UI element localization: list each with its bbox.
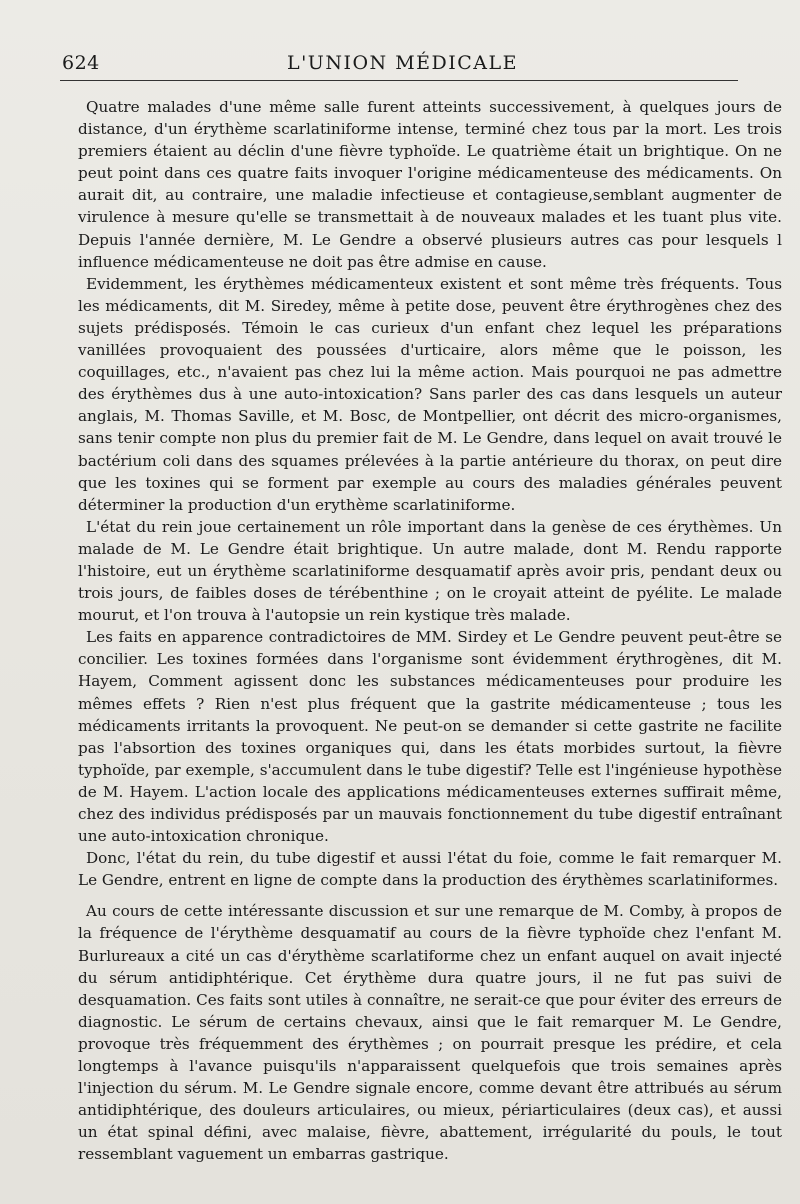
page-header (60, 48, 745, 78)
running-title: L'UNION MÉDICALE (286, 52, 519, 74)
article-body (78, 96, 782, 1166)
page-number: 624 (62, 52, 100, 74)
paragraph: Donc, l'état du rein, du tube digestif et aussi l'état du foie, comme le fait remarquer M. Le Gendre, entrent en ligne de compte dans la production des érythèmes scarlatiniformes. (78, 849, 782, 890)
header-rule (60, 80, 738, 81)
paragraph: Quatre malades d'une même salle furent atteints successivement, à quelques jours de distance, d'un érythème scarlatiniforme intense, terminé chez tous par la mort. Les trois premiers étaient au déclin d'une fièvre typhoïde. Le quatrième était un brightique. On ne peut point dans ces quatre faits invoquer l'origine médicamenteuse des médicaments. On aurait dit, au contraire, une maladie infectieuse et contagieuse,semblant augmenter de virulence à mesure qu'elle se transmettait à de nouveaux malades et les tuant plus vite. Depuis l'année dernière, M. Le Gendre a observé plusieurs autres cas pour lesquels l influence médicamenteuse ne doit pas être admise en cause. (78, 98, 782, 271)
paragraph: Les faits en apparence contradictoires de MM. Sirdey et Le Gendre peuvent peut-être se concilier. Les toxines formées dans l'organisme sont évidemment érythrogènes, dit M. Hayem, Comment agissent donc les substances médicamenteuses pour produire les mêmes effets ? Rien n'est plus fréquent que la gastrite médicamenteuse ; tous les médicaments irritants la provoquent. Ne peut-on se demander si cette gastrite ne facilite pas l'absortion des toxines organiques qui, dans les états morbides surtout, la fièvre typhoïde, par exemple, s'accumulent dans le tube digestif? Telle est l'ingénieuse hypothèse de M. Hayem. L'action locale des applications médicamenteuses externes suffirait même, chez des individus prédisposés par un mauvais fonctionnement du tube digestif entraînant une auto-intoxication chronique. (78, 628, 782, 846)
paragraph: Au cours de cette intéressante discussion et sur une remarque de M. Comby, à propos de la fréquence de l'érythème desquamatif au cours de la fièvre typhoïde chez l'enfant M. Burlureaux a cité un cas d'érythème scarlatiforme chez un enfant auquel on avait injecté du sérum antidiphtérique. Cet érythème dura quatre jours, il ne fut pas suivi de desquamation. Ces faits sont utiles à connaître, ne serait-ce que pour éviter des erreurs de diagnostic. Le sérum de certains chevaux, ainsi que le fait remarquer M. Le Gendre, provoque très fréquemment des érythèmes ; on pourrait presque les prédire, et cela longtemps à l'avance puisqu'ils n'apparaissent quelquefois que trois semaines après l'injection du sérum. M. Le Gendre signale encore, comme devant être attribués au sérum antidiphtérique, des douleurs articulaires, ou mieux, périarticulaires (deux cas), et aussi un état spinal défini, avec malaise, fièvre, abattement, irrégularité du pouls, le tout ressemblant vaguement un embarras gastrique. (78, 902, 782, 1164)
paragraph: L'état du rein joue certainement un rôle important dans la genèse de ces érythèmes. Un malade de M. Le Gendre était brightique. Un autre malade, dont M. Rendu rapporte l'histoire, eut un érythème scarlatiniforme desquamatif après avoir pris, pendant deux ou trois jours, de faibles doses de térébenthine ; on le croyait atteint de pyélite. Le malade mourut, et l'on trouva à l'autopsie un rein kystique très malade. (78, 517, 782, 625)
paragraph: Evidemment, les érythèmes médicamenteux existent et sont même très fréquents. Tous les médicaments, dit M. Siredey, même à petite dose, peuvent être érythrogènes chez des sujets prédisposés. Témoin le cas curieux d'un enfant chez lequel les préparations vanillées provoquaient des poussées d'urticaire, alors même que le poisson, les coquillages, etc., n'avaient pas chez lui la même action. Mais pourquoi ne pas admettre des érythèmes dus à une auto-intoxication? Sans parler des cas dans lesquels un auteur anglais, M. Thomas Saville, et M. Bosc, de Montpellier, ont décrit des micro-organismes, sans tenir compte non plus du premier fait de M. Le Gendre, dans lequel on avait trouvé le bactérium coli dans des squames prélevées à la partie antérieure du thorax, on peut dire que les toxines qui se forment par exemple au cours des maladies générales peuvent déterminer la production d'un erythème scarlatiniforme. (78, 274, 782, 514)
